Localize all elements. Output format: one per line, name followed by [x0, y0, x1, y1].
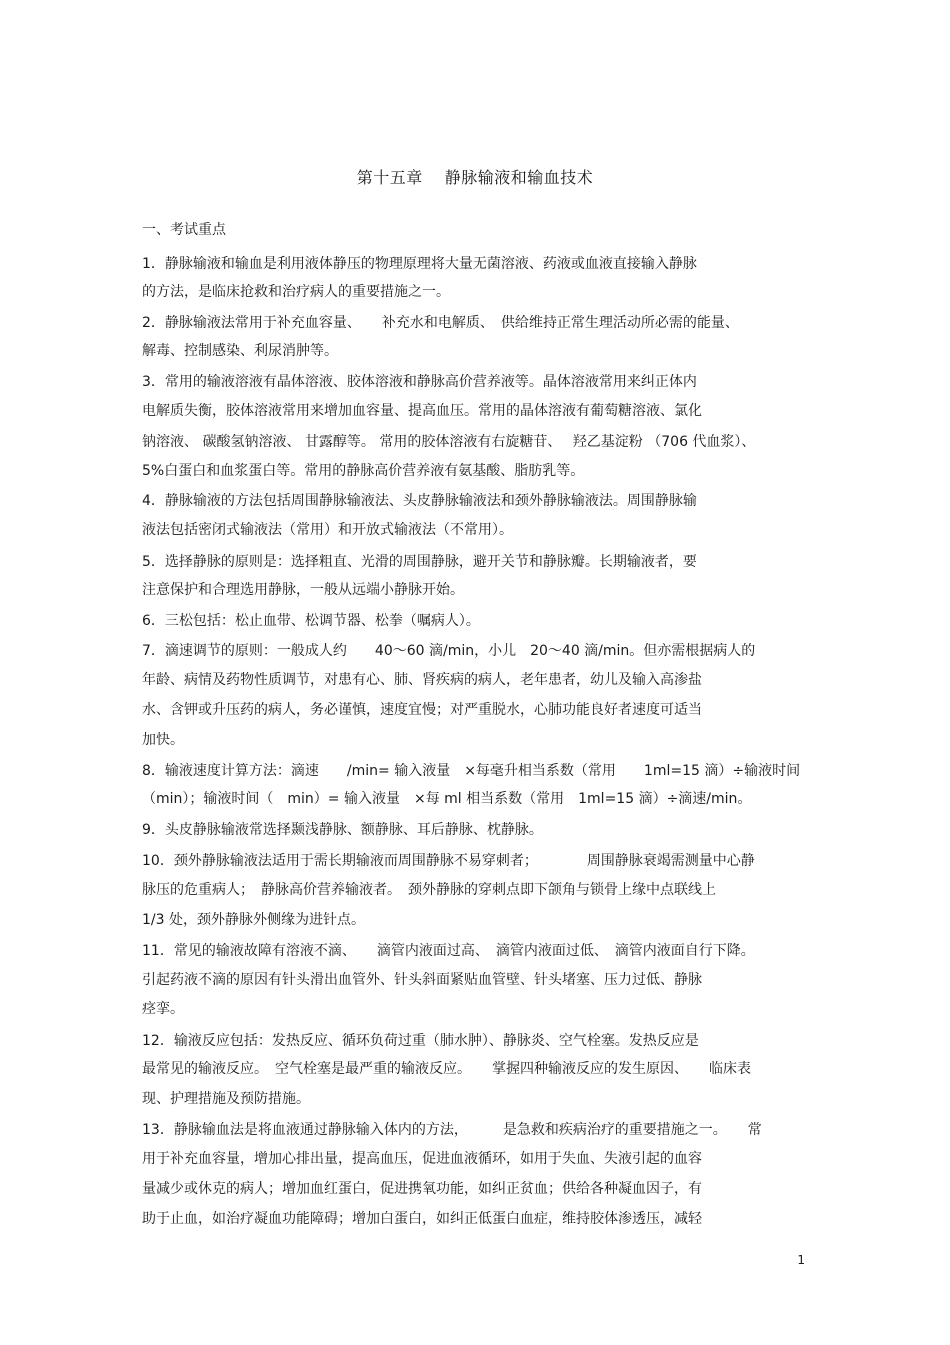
text-line: 水、含钾或升压药的病人，务必谨慎，速度宜慢；对严重脱水，心肺功能良好者速度可适当 [142, 702, 702, 718]
text-line: 8．输液速度计算方法：滴速 /min= 输入液量 ×每毫升相当系数（常用 1ml=15 滴）÷输液时间 [142, 763, 801, 779]
text-line: 12．输液反应包括：发热反应、循环负荷过重（肺水肿）、静脉炎、空气栓塞。发热反应是 [142, 1033, 699, 1049]
text-line: 注意保护和合理选用静脉，一般从远端小静脉开始。 [142, 582, 464, 598]
text-line: 量减少或休克的病人；增加血红蛋白，促进携氧功能，如纠正贫血；供给各种凝血因子，有 [142, 1181, 702, 1197]
text-line: 痉挛。 [142, 1001, 184, 1017]
text-line: 加快。 [142, 732, 184, 748]
text-line: 1．静脉输液和输血是利用液体静压的物理原理将大量无菌溶液、药液或血液直接输入静脉 [142, 256, 697, 272]
chapter-number: 第十五章 [356, 168, 423, 187]
section-heading: 一、考试重点 [142, 222, 226, 238]
text-line: 用于补充血容量，增加心排出量，提高血压，促进血液循环，如用于失血、失液引起的血容 [142, 1151, 702, 1167]
page-number: 1 [797, 1253, 805, 1267]
text-line: 液法包括密闭式输液法（常用）和开放式输液法（不常用）。 [142, 522, 513, 538]
text-line: 脉压的危重病人； 静脉高价营养输液者。 颈外静脉的穿刺点即下颌角与锁骨上缘中点联线上 [142, 882, 716, 898]
text-line: 3．常用的输液溶液有晶体溶液、胶体溶液和静脉高价营养液等。晶体溶液常用来纠正体内 [142, 374, 697, 390]
text-line: 11．常见的输液故障有溶液不滴、 滴管内液面过高、 滴管内液面过低、 滴管内液面自行下降。 [142, 943, 755, 959]
text-line: 助于止血，如治疗凝血功能障碍；增加白蛋白，如纠正低蛋白血症，维持胶体渗透压，减轻 [142, 1211, 702, 1227]
text-line: 引起药液不滴的原因有针头滑出血管外、针头斜面紧贴血管壁、针头堵塞、压力过低、静脉 [142, 972, 702, 988]
text-line: 6．三松包括：松止血带、松调节器、松拳（嘱病人）。 [142, 613, 480, 629]
text-line: 10．颈外静脉输液法适用于需长期输液而周围静脉不易穿刺者； 周围静脉衰竭需测量中心静 [142, 853, 755, 869]
text-line: 钠溶液、 碳酸氢钠溶液、 甘露醇等。 常用的胶体溶液有右旋糖苷、 羟乙基淀粉 （706 代血浆）、 [142, 434, 756, 450]
text-line: 7．滴速调节的原则：一般成人约 40～60 滴/min，小儿 20～40 滴/min。但亦需根据病人的 [142, 643, 756, 659]
text-line: 解毒、控制感染、利尿消肿等。 [142, 343, 338, 359]
text-line: 4．静脉输液的方法包括周围静脉输液法、头皮静脉输液法和颈外静脉输液法。周围静脉输 [142, 493, 697, 509]
text-line: 5．选择静脉的原则是：选择粗直、光滑的周围静脉，避开关节和静脉瓣。长期输液者，要 [142, 554, 697, 570]
text-line: （min）；输液时间（ min）= 输入液量 ×每 ml 相当系数（常用 1ml=15 滴）÷滴速/min。 [142, 791, 752, 807]
chapter-title: 静脉输液和输血技术 [444, 168, 594, 187]
text-line: 现、护理措施及预防措施。 [142, 1091, 310, 1107]
text-line: 最常见的输液反应。 空气栓塞是最严重的输液反应。 掌握四种输液反应的发生原因、 临床表 [142, 1061, 751, 1077]
page-title [0, 165, 950, 188]
text-line: 电解质失衡，胶体溶液常用来增加血容量、提高血压。常用的晶体溶液有葡萄糖溶液、氯化 [142, 403, 702, 419]
text-line: 2．静脉输液法常用于补充血容量、 补充水和电解质、 供给维持正常生理活动所必需的能量、 [142, 315, 739, 331]
text-line: 1/3 处，颈外静脉外侧缘为进针点。 [142, 912, 365, 928]
text-line: 年龄、病情及药物性质调节，对患有心、肺、肾疾病的病人，老年患者，幼儿及输入高渗盐 [142, 672, 702, 688]
text-line: 9．头皮静脉输液常选择颞浅静脉、额静脉、耳后静脉、枕静脉。 [142, 822, 543, 838]
text-line: 的方法，是临床抢救和治疗病人的重要措施之一。 [142, 284, 450, 300]
text-line: 5%白蛋白和血浆蛋白等。常用的静脉高价营养液有氨基酸、脂肪乳等。 [142, 463, 585, 479]
text-line: 13．静脉输血法是将血液通过静脉输入体内的方法， 是急救和疾病治疗的重要措施之一。 常 [142, 1122, 762, 1138]
